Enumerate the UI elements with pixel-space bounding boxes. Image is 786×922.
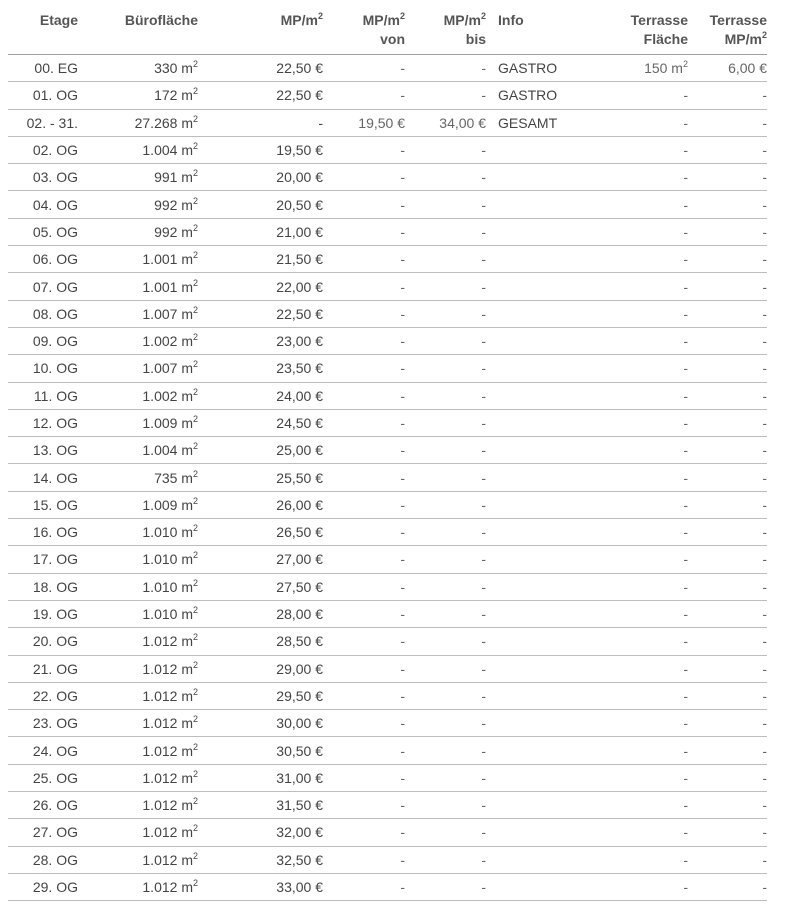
cell-mp: 31,00 € bbox=[198, 764, 323, 791]
header-bueroflaeche: Bürofläche bbox=[80, 0, 198, 55]
cell-etage: 24. OG bbox=[8, 737, 80, 764]
cell-terrasse-mp: - bbox=[688, 109, 767, 136]
cell-mp: 32,00 € bbox=[198, 819, 323, 846]
cell-info bbox=[486, 218, 606, 245]
header-mp-von: $MP/m^2$ von bbox=[323, 0, 405, 55]
cell-mp-bis: - bbox=[405, 164, 486, 191]
cell-bueroflaeche: 1.010 $m^2$ bbox=[80, 600, 198, 627]
cell-mp: 22,00 € bbox=[198, 273, 323, 300]
cell-info bbox=[486, 355, 606, 382]
table-row bbox=[8, 764, 767, 791]
cell-terrasse-mp: 6,00 € bbox=[688, 55, 767, 82]
cell-etage: 02. - 31. bbox=[8, 109, 80, 136]
cell-bueroflaeche: 1.012 $m^2$ bbox=[80, 873, 198, 900]
cell-mp-bis: - bbox=[405, 246, 486, 273]
cell-mp-von: - bbox=[323, 327, 405, 354]
cell-bueroflaeche: 1.009 $m^2$ bbox=[80, 409, 198, 436]
cell-terrasse-mp: - bbox=[688, 136, 767, 163]
cell-etage: 16. OG bbox=[8, 519, 80, 546]
cell-etage: 25. OG bbox=[8, 764, 80, 791]
cell-mp-von: - bbox=[323, 819, 405, 846]
cell-terrasse-mp: - bbox=[688, 218, 767, 245]
cell-mp-von: - bbox=[323, 682, 405, 709]
cell-etage: 01. OG bbox=[8, 82, 80, 109]
cell-terrasse-flaeche: - bbox=[606, 519, 688, 546]
table-row bbox=[8, 519, 767, 546]
cell-bueroflaeche: 1.012 $m^2$ bbox=[80, 846, 198, 873]
table-row bbox=[8, 464, 767, 491]
cell-info bbox=[486, 655, 606, 682]
cell-info bbox=[486, 382, 606, 409]
cell-mp-von: - bbox=[323, 218, 405, 245]
cell-etage: 20. OG bbox=[8, 628, 80, 655]
cell-terrasse-flaeche: - bbox=[606, 164, 688, 191]
table-row bbox=[8, 655, 767, 682]
cell-bueroflaeche: 1.001 $m^2$ bbox=[80, 273, 198, 300]
cell-mp: 22,50 € bbox=[198, 55, 323, 82]
cell-mp: 21,50 € bbox=[198, 246, 323, 273]
cell-mp-bis: 34,00 € bbox=[405, 109, 486, 136]
cell-etage: 27. OG bbox=[8, 819, 80, 846]
cell-bueroflaeche: 992 $m^2$ bbox=[80, 218, 198, 245]
cell-mp: 29,50 € bbox=[198, 682, 323, 709]
cell-mp-von: - bbox=[323, 846, 405, 873]
cell-mp-bis: - bbox=[405, 519, 486, 546]
cell-mp: 25,50 € bbox=[198, 464, 323, 491]
cell-terrasse-mp: - bbox=[688, 191, 767, 218]
cell-terrasse-mp: - bbox=[688, 327, 767, 354]
cell-bueroflaeche: 1.012 $m^2$ bbox=[80, 682, 198, 709]
cell-etage: 22. OG bbox=[8, 682, 80, 709]
cell-terrasse-flaeche: - bbox=[606, 792, 688, 819]
pricing-table-container bbox=[8, 0, 767, 901]
cell-terrasse-flaeche: - bbox=[606, 437, 688, 464]
cell-bueroflaeche: 1.012 $m^2$ bbox=[80, 819, 198, 846]
cell-info: GASTRO bbox=[486, 55, 606, 82]
cell-mp-bis: - bbox=[405, 846, 486, 873]
cell-bueroflaeche: 1.010 $m^2$ bbox=[80, 546, 198, 573]
cell-terrasse-mp: - bbox=[688, 846, 767, 873]
cell-etage: 23. OG bbox=[8, 710, 80, 737]
table-row bbox=[8, 109, 767, 136]
cell-terrasse-mp: - bbox=[688, 355, 767, 382]
table-row bbox=[8, 573, 767, 600]
table-row bbox=[8, 737, 767, 764]
table-row bbox=[8, 491, 767, 518]
cell-mp-bis: - bbox=[405, 218, 486, 245]
cell-info bbox=[486, 437, 606, 464]
cell-terrasse-mp: - bbox=[688, 82, 767, 109]
cell-terrasse-flaeche: - bbox=[606, 355, 688, 382]
cell-info bbox=[486, 873, 606, 900]
cell-bueroflaeche: 1.007 $m^2$ bbox=[80, 355, 198, 382]
cell-bueroflaeche: 330 $m^2$ bbox=[80, 55, 198, 82]
cell-mp-von: - bbox=[323, 519, 405, 546]
cell-mp-bis: - bbox=[405, 136, 486, 163]
cell-mp: 32,50 € bbox=[198, 846, 323, 873]
cell-mp: 27,50 € bbox=[198, 573, 323, 600]
table-row bbox=[8, 873, 767, 900]
cell-info bbox=[486, 600, 606, 627]
cell-etage: 08. OG bbox=[8, 300, 80, 327]
cell-info bbox=[486, 819, 606, 846]
cell-etage: 28. OG bbox=[8, 846, 80, 873]
cell-info bbox=[486, 764, 606, 791]
table-body bbox=[8, 55, 767, 901]
cell-terrasse-flaeche: - bbox=[606, 764, 688, 791]
cell-terrasse-flaeche: - bbox=[606, 382, 688, 409]
cell-info bbox=[486, 136, 606, 163]
cell-terrasse-flaeche: 150 $m^2$ bbox=[606, 55, 688, 82]
cell-bueroflaeche: 1.007 $m^2$ bbox=[80, 300, 198, 327]
cell-terrasse-mp: - bbox=[688, 546, 767, 573]
table-row bbox=[8, 819, 767, 846]
cell-etage: 19. OG bbox=[8, 600, 80, 627]
table-row bbox=[8, 546, 767, 573]
cell-mp-bis: - bbox=[405, 273, 486, 300]
cell-mp: 24,00 € bbox=[198, 382, 323, 409]
cell-mp-bis: - bbox=[405, 82, 486, 109]
cell-info bbox=[486, 710, 606, 737]
cell-bueroflaeche: 1.009 $m^2$ bbox=[80, 491, 198, 518]
table-row bbox=[8, 273, 767, 300]
cell-etage: 02. OG bbox=[8, 136, 80, 163]
table-row bbox=[8, 382, 767, 409]
table-row bbox=[8, 191, 767, 218]
cell-etage: 29. OG bbox=[8, 873, 80, 900]
table-row bbox=[8, 710, 767, 737]
cell-mp: 26,50 € bbox=[198, 519, 323, 546]
cell-terrasse-flaeche: - bbox=[606, 819, 688, 846]
cell-terrasse-flaeche: - bbox=[606, 873, 688, 900]
cell-info bbox=[486, 464, 606, 491]
cell-bueroflaeche: 1.002 $m^2$ bbox=[80, 327, 198, 354]
table-row bbox=[8, 246, 767, 273]
cell-bueroflaeche: 172 $m^2$ bbox=[80, 82, 198, 109]
cell-mp-bis: - bbox=[405, 682, 486, 709]
cell-etage: 21. OG bbox=[8, 655, 80, 682]
cell-terrasse-flaeche: - bbox=[606, 846, 688, 873]
cell-etage: 13. OG bbox=[8, 437, 80, 464]
table-row bbox=[8, 437, 767, 464]
cell-mp-von: - bbox=[323, 55, 405, 82]
cell-mp: 30,00 € bbox=[198, 710, 323, 737]
cell-mp-bis: - bbox=[405, 55, 486, 82]
cell-mp-bis: - bbox=[405, 737, 486, 764]
table-row bbox=[8, 355, 767, 382]
cell-bueroflaeche: 1.012 $m^2$ bbox=[80, 628, 198, 655]
cell-etage: 10. OG bbox=[8, 355, 80, 382]
cell-etage: 03. OG bbox=[8, 164, 80, 191]
cell-mp-bis: - bbox=[405, 327, 486, 354]
cell-info bbox=[486, 682, 606, 709]
cell-terrasse-mp: - bbox=[688, 764, 767, 791]
cell-mp: 20,00 € bbox=[198, 164, 323, 191]
cell-etage: 04. OG bbox=[8, 191, 80, 218]
cell-mp: 24,50 € bbox=[198, 409, 323, 436]
cell-mp-bis: - bbox=[405, 191, 486, 218]
cell-terrasse-mp: - bbox=[688, 519, 767, 546]
cell-mp-von: - bbox=[323, 409, 405, 436]
cell-mp-von: - bbox=[323, 600, 405, 627]
cell-etage: 09. OG bbox=[8, 327, 80, 354]
cell-etage: 06. OG bbox=[8, 246, 80, 273]
cell-etage: 11. OG bbox=[8, 382, 80, 409]
header-terrasse-mp: Terrasse $MP/m^2$ bbox=[688, 0, 767, 55]
cell-terrasse-mp: - bbox=[688, 710, 767, 737]
cell-terrasse-mp: - bbox=[688, 873, 767, 900]
cell-bueroflaeche: 1.012 $m^2$ bbox=[80, 792, 198, 819]
cell-mp-bis: - bbox=[405, 382, 486, 409]
cell-mp-von: - bbox=[323, 382, 405, 409]
cell-mp-bis: - bbox=[405, 355, 486, 382]
table-row bbox=[8, 600, 767, 627]
cell-info bbox=[486, 846, 606, 873]
cell-terrasse-mp: - bbox=[688, 792, 767, 819]
cell-mp-bis: - bbox=[405, 300, 486, 327]
cell-info bbox=[486, 546, 606, 573]
cell-terrasse-flaeche: - bbox=[606, 246, 688, 273]
cell-mp: 23,00 € bbox=[198, 327, 323, 354]
cell-mp-von: - bbox=[323, 191, 405, 218]
table-row bbox=[8, 409, 767, 436]
cell-info: GESAMT bbox=[486, 109, 606, 136]
cell-mp-von: - bbox=[323, 628, 405, 655]
cell-etage: 26. OG bbox=[8, 792, 80, 819]
cell-terrasse-flaeche: - bbox=[606, 464, 688, 491]
cell-terrasse-mp: - bbox=[688, 382, 767, 409]
cell-bueroflaeche: 991 $m^2$ bbox=[80, 164, 198, 191]
cell-terrasse-flaeche: - bbox=[606, 655, 688, 682]
cell-terrasse-mp: - bbox=[688, 273, 767, 300]
cell-info bbox=[486, 628, 606, 655]
cell-terrasse-mp: - bbox=[688, 573, 767, 600]
cell-mp-von: - bbox=[323, 300, 405, 327]
cell-mp: 23,50 € bbox=[198, 355, 323, 382]
cell-terrasse-mp: - bbox=[688, 600, 767, 627]
cell-bueroflaeche: 1.001 $m^2$ bbox=[80, 246, 198, 273]
cell-mp-von: 19,50 € bbox=[323, 109, 405, 136]
cell-mp-von: - bbox=[323, 546, 405, 573]
cell-mp: 25,00 € bbox=[198, 437, 323, 464]
cell-mp: 30,50 € bbox=[198, 737, 323, 764]
cell-terrasse-flaeche: - bbox=[606, 737, 688, 764]
table-row bbox=[8, 846, 767, 873]
cell-terrasse-flaeche: - bbox=[606, 491, 688, 518]
cell-terrasse-mp: - bbox=[688, 682, 767, 709]
cell-etage: 07. OG bbox=[8, 273, 80, 300]
header-row bbox=[8, 0, 767, 55]
cell-terrasse-flaeche: - bbox=[606, 600, 688, 627]
cell-mp-bis: - bbox=[405, 628, 486, 655]
header-mp-bis: $MP/m^2$ bis bbox=[405, 0, 486, 55]
cell-bueroflaeche: 1.002 $m^2$ bbox=[80, 382, 198, 409]
cell-bueroflaeche: 1.004 $m^2$ bbox=[80, 136, 198, 163]
cell-mp-bis: - bbox=[405, 764, 486, 791]
cell-mp-von: - bbox=[323, 655, 405, 682]
cell-mp-bis: - bbox=[405, 464, 486, 491]
cell-mp-bis: - bbox=[405, 873, 486, 900]
cell-etage: 00. EG bbox=[8, 55, 80, 82]
cell-mp: 20,50 € bbox=[198, 191, 323, 218]
header-etage: Etage bbox=[8, 0, 80, 55]
cell-terrasse-flaeche: - bbox=[606, 300, 688, 327]
cell-etage: 14. OG bbox=[8, 464, 80, 491]
cell-terrasse-flaeche: - bbox=[606, 218, 688, 245]
cell-mp: 27,00 € bbox=[198, 546, 323, 573]
cell-terrasse-flaeche: - bbox=[606, 682, 688, 709]
cell-terrasse-flaeche: - bbox=[606, 82, 688, 109]
cell-mp-von: - bbox=[323, 573, 405, 600]
cell-bueroflaeche: 1.012 $m^2$ bbox=[80, 655, 198, 682]
cell-mp: 33,00 € bbox=[198, 873, 323, 900]
cell-info bbox=[486, 327, 606, 354]
cell-mp-von: - bbox=[323, 873, 405, 900]
cell-mp: 22,50 € bbox=[198, 82, 323, 109]
cell-info bbox=[486, 246, 606, 273]
cell-etage: 05. OG bbox=[8, 218, 80, 245]
table-row bbox=[8, 136, 767, 163]
cell-terrasse-mp: - bbox=[688, 409, 767, 436]
cell-bueroflaeche: 1.010 $m^2$ bbox=[80, 519, 198, 546]
cell-terrasse-mp: - bbox=[688, 655, 767, 682]
cell-bueroflaeche: 1.004 $m^2$ bbox=[80, 437, 198, 464]
cell-etage: 12. OG bbox=[8, 409, 80, 436]
cell-mp-von: - bbox=[323, 136, 405, 163]
cell-mp-von: - bbox=[323, 792, 405, 819]
cell-mp-bis: - bbox=[405, 437, 486, 464]
cell-mp-von: - bbox=[323, 737, 405, 764]
cell-mp-bis: - bbox=[405, 792, 486, 819]
header-terrasse-flaeche: Terrasse Fläche bbox=[606, 0, 688, 55]
cell-terrasse-flaeche: - bbox=[606, 273, 688, 300]
cell-mp-bis: - bbox=[405, 710, 486, 737]
cell-mp-von: - bbox=[323, 764, 405, 791]
cell-etage: 15. OG bbox=[8, 491, 80, 518]
cell-mp: - bbox=[198, 109, 323, 136]
cell-mp: 31,50 € bbox=[198, 792, 323, 819]
cell-terrasse-mp: - bbox=[688, 628, 767, 655]
table-row bbox=[8, 218, 767, 245]
cell-info bbox=[486, 273, 606, 300]
table-header bbox=[8, 0, 767, 55]
cell-bueroflaeche: 735 $m^2$ bbox=[80, 464, 198, 491]
table-row bbox=[8, 55, 767, 82]
cell-mp-bis: - bbox=[405, 546, 486, 573]
cell-mp-von: - bbox=[323, 273, 405, 300]
cell-bueroflaeche: 1.010 $m^2$ bbox=[80, 573, 198, 600]
table-row bbox=[8, 300, 767, 327]
cell-terrasse-flaeche: - bbox=[606, 109, 688, 136]
cell-bueroflaeche: 1.012 $m^2$ bbox=[80, 710, 198, 737]
header-mp: $MP/m^2$ bbox=[198, 0, 323, 55]
cell-info bbox=[486, 191, 606, 218]
cell-mp-von: - bbox=[323, 710, 405, 737]
cell-terrasse-mp: - bbox=[688, 164, 767, 191]
cell-mp-bis: - bbox=[405, 409, 486, 436]
cell-terrasse-flaeche: - bbox=[606, 327, 688, 354]
cell-mp-von: - bbox=[323, 464, 405, 491]
cell-info bbox=[486, 491, 606, 518]
cell-terrasse-mp: - bbox=[688, 437, 767, 464]
cell-terrasse-flaeche: - bbox=[606, 573, 688, 600]
cell-etage: 18. OG bbox=[8, 573, 80, 600]
cell-mp-von: - bbox=[323, 355, 405, 382]
table-row bbox=[8, 82, 767, 109]
cell-info bbox=[486, 164, 606, 191]
table-row bbox=[8, 164, 767, 191]
cell-info bbox=[486, 737, 606, 764]
cell-mp-bis: - bbox=[405, 819, 486, 846]
cell-mp-bis: - bbox=[405, 573, 486, 600]
cell-mp: 29,00 € bbox=[198, 655, 323, 682]
table-row bbox=[8, 628, 767, 655]
cell-bueroflaeche: 1.012 $m^2$ bbox=[80, 764, 198, 791]
cell-info: GASTRO bbox=[486, 82, 606, 109]
cell-terrasse-flaeche: - bbox=[606, 409, 688, 436]
cell-terrasse-mp: - bbox=[688, 737, 767, 764]
cell-mp: 26,00 € bbox=[198, 491, 323, 518]
cell-terrasse-mp: - bbox=[688, 464, 767, 491]
cell-bueroflaeche: 1.012 $m^2$ bbox=[80, 737, 198, 764]
cell-mp: 19,50 € bbox=[198, 136, 323, 163]
cell-info bbox=[486, 409, 606, 436]
cell-mp-von: - bbox=[323, 82, 405, 109]
cell-terrasse-flaeche: - bbox=[606, 136, 688, 163]
cell-terrasse-mp: - bbox=[688, 819, 767, 846]
cell-mp: 28,50 € bbox=[198, 628, 323, 655]
table-row bbox=[8, 792, 767, 819]
cell-terrasse-flaeche: - bbox=[606, 546, 688, 573]
cell-mp-von: - bbox=[323, 491, 405, 518]
cell-mp: 28,00 € bbox=[198, 600, 323, 627]
cell-terrasse-flaeche: - bbox=[606, 628, 688, 655]
cell-info bbox=[486, 573, 606, 600]
cell-mp-von: - bbox=[323, 437, 405, 464]
cell-info bbox=[486, 792, 606, 819]
cell-mp-bis: - bbox=[405, 600, 486, 627]
cell-terrasse-mp: - bbox=[688, 246, 767, 273]
cell-terrasse-flaeche: - bbox=[606, 191, 688, 218]
cell-terrasse-mp: - bbox=[688, 491, 767, 518]
cell-bueroflaeche: 992 $m^2$ bbox=[80, 191, 198, 218]
cell-info bbox=[486, 519, 606, 546]
cell-terrasse-mp: - bbox=[688, 300, 767, 327]
table-row bbox=[8, 682, 767, 709]
cell-mp-von: - bbox=[323, 246, 405, 273]
cell-mp-bis: - bbox=[405, 655, 486, 682]
cell-info bbox=[486, 300, 606, 327]
floor-pricing-table bbox=[8, 0, 767, 901]
table-row bbox=[8, 327, 767, 354]
cell-terrasse-flaeche: - bbox=[606, 710, 688, 737]
cell-mp-bis: - bbox=[405, 491, 486, 518]
cell-mp: 22,50 € bbox=[198, 300, 323, 327]
header-info: Info bbox=[486, 0, 606, 55]
cell-etage: 17. OG bbox=[8, 546, 80, 573]
cell-mp: 21,00 € bbox=[198, 218, 323, 245]
cell-bueroflaeche: 27.268 $m^2$ bbox=[80, 109, 198, 136]
cell-mp-von: - bbox=[323, 164, 405, 191]
